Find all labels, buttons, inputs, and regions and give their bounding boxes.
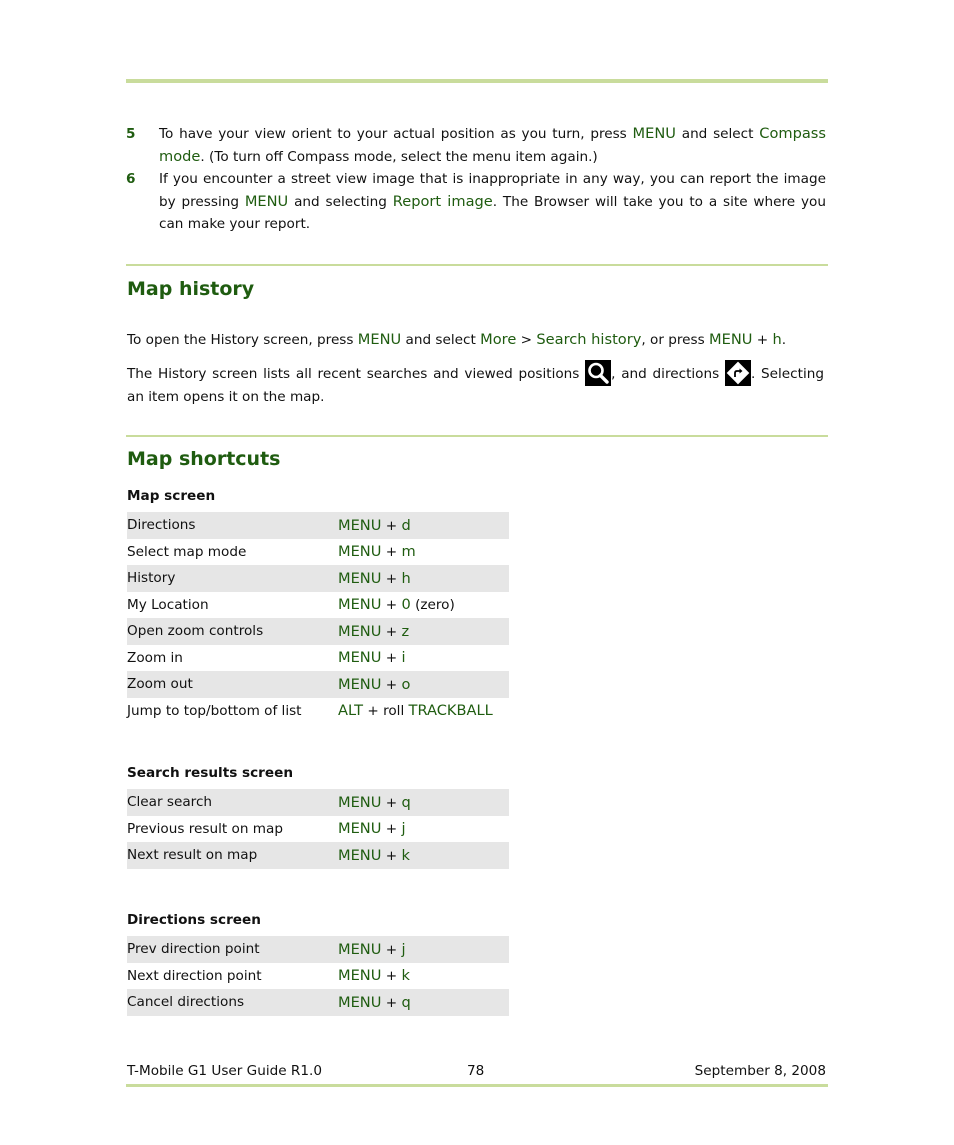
shortcut-keys [338, 676, 509, 693]
text-run: + [381, 941, 402, 958]
table-row [127, 539, 509, 566]
table-row [127, 698, 509, 725]
command-term: MENU [244, 192, 289, 210]
shortcut-keys [338, 702, 509, 719]
command-term: MENU [338, 993, 382, 1011]
page-number: 78 [467, 1063, 485, 1079]
text-run: + [381, 794, 402, 811]
command-term: d [401, 516, 411, 534]
table-row [127, 936, 509, 963]
command-term: MENU [338, 820, 382, 838]
command-term: MENU [338, 940, 382, 958]
shortcut-keys [338, 517, 509, 534]
shortcut-action: Clear search [127, 794, 213, 811]
section-heading-map-shortcuts: Map shortcuts [127, 448, 281, 470]
shortcut-keys [338, 941, 509, 958]
shortcut-table-directions [127, 936, 509, 1016]
command-term: ALT [338, 702, 364, 720]
text-run: + [381, 847, 402, 864]
text-run: + [381, 517, 402, 534]
table-row [127, 789, 509, 816]
shortcut-keys [338, 967, 509, 984]
table-row [127, 963, 509, 990]
command-term: h [772, 331, 782, 348]
shortcut-action: History [127, 570, 176, 587]
command-term: MENU [357, 331, 402, 348]
command-term: Compass mode [159, 125, 826, 165]
command-term: MENU [338, 967, 382, 985]
text-run: + [381, 968, 402, 985]
shortcut-action: Next result on map [127, 847, 258, 864]
section-divider [126, 435, 828, 437]
command-term: q [401, 993, 411, 1011]
text-run: To have your view orient to your actual position as you turn, press [159, 126, 633, 142]
shortcut-action: My Location [127, 596, 209, 613]
table-row [127, 618, 509, 645]
command-term: q [401, 793, 411, 811]
text-run: . [781, 332, 787, 348]
command-term: 0 [401, 596, 411, 614]
subheading-search-results: Search results screen [127, 765, 293, 781]
command-term: z [401, 622, 410, 640]
command-term: MENU [709, 331, 753, 348]
shortcut-action: Directions [127, 517, 196, 534]
text-run: + [381, 544, 402, 561]
text-run: + [381, 676, 402, 693]
command-term: MENU [338, 675, 382, 693]
command-term: MENU [338, 649, 382, 667]
step-number: 6 [126, 171, 136, 187]
command-term: MENU [338, 622, 382, 640]
shortcut-action: Next direction point [127, 967, 262, 984]
text-run: and select [675, 126, 760, 142]
step-6 [126, 168, 826, 236]
step-text [159, 123, 826, 168]
text-run: If you encounter a street view image that is inappropriate in any way, you can report the image by pressing [159, 171, 826, 210]
text-run: (zero) [410, 597, 455, 614]
shortcut-action: Cancel directions [127, 994, 245, 1011]
text-run: > [516, 332, 537, 348]
shortcut-keys [338, 847, 509, 864]
step-number: 5 [126, 126, 136, 142]
table-row [127, 512, 509, 539]
text-run: . The Browser will take you to a site where you can make your report. [159, 193, 826, 232]
command-term: TRACKBALL [408, 702, 493, 720]
command-term: m [401, 543, 416, 561]
step-text [159, 168, 826, 236]
table-row [127, 816, 509, 843]
shortcut-keys [338, 623, 509, 640]
command-term: Report image [392, 192, 493, 210]
magnifier-icon [585, 360, 611, 386]
text-run: + [381, 623, 402, 640]
history-list-paragraph [127, 360, 824, 409]
directions-icon [725, 360, 751, 386]
shortcut-action: Select map mode [127, 543, 247, 560]
table-row [127, 671, 509, 698]
shortcut-action: Previous result on map [127, 820, 284, 837]
section-divider [126, 264, 828, 266]
shortcut-keys [338, 649, 509, 666]
shortcut-action: Jump to top/bottom of list [127, 702, 302, 719]
shortcut-keys [338, 570, 509, 587]
shortcut-keys [338, 820, 509, 837]
text-run: , and directions [611, 366, 725, 382]
command-term: MENU [338, 569, 382, 587]
text-run: + [381, 570, 402, 587]
text-run: . (To turn off Compass mode, select the menu item again.) [200, 148, 598, 165]
text-run: The History screen lists all recent searches and viewed positions [127, 366, 586, 382]
footer-date: September 8, 2008 [694, 1063, 826, 1079]
command-term: MENU [338, 793, 382, 811]
shortcut-action: Zoom in [127, 649, 183, 666]
table-row [127, 645, 509, 672]
command-term: j [401, 940, 406, 958]
top-rule [126, 79, 828, 83]
command-term: k [401, 846, 410, 864]
footer-title: T-Mobile G1 User Guide R1.0 [127, 1063, 322, 1079]
text-run: + [381, 994, 402, 1011]
shortcut-keys [338, 596, 509, 613]
table-row [127, 989, 509, 1016]
text-run: and select [401, 332, 481, 348]
command-term: MENU [338, 596, 382, 614]
command-term: h [401, 569, 411, 587]
text-run: + [381, 821, 402, 838]
text-run: To open the History screen, press [127, 332, 358, 348]
text-run: + [381, 597, 402, 614]
text-run: + [381, 650, 402, 667]
shortcut-keys [338, 543, 509, 560]
shortcut-keys [338, 994, 509, 1011]
command-term: MENU [338, 846, 382, 864]
text-run: + [752, 332, 773, 348]
section-heading-map-history: Map history [127, 278, 255, 300]
subheading-directions-screen: Directions screen [127, 912, 261, 928]
shortcut-keys [338, 794, 509, 811]
table-row [127, 592, 509, 619]
command-term: j [401, 820, 406, 838]
command-term: MENU [338, 543, 382, 561]
text-run: , or press [641, 332, 710, 348]
history-open-paragraph [127, 329, 824, 352]
shortcut-action: Zoom out [127, 676, 193, 693]
shortcut-table-map-screen [127, 512, 509, 724]
shortcut-action: Prev direction point [127, 941, 260, 958]
step-5 [126, 123, 826, 168]
subheading-map-screen: Map screen [127, 488, 216, 504]
table-row [127, 842, 509, 869]
text-run: . Selecting an item opens it on the map. [127, 366, 824, 405]
command-term: MENU [632, 125, 676, 142]
text-run: + roll [363, 703, 409, 720]
command-term: k [401, 967, 410, 985]
text-run: and selecting [288, 193, 393, 210]
table-row [127, 565, 509, 592]
command-term: i [401, 649, 406, 667]
shortcut-action: Open zoom controls [127, 623, 264, 640]
command-term: MENU [338, 516, 382, 534]
command-term: More [480, 331, 517, 348]
bottom-rule [126, 1084, 828, 1087]
shortcut-table-search-results [127, 789, 509, 869]
command-term: Search history [536, 331, 642, 348]
command-term: o [401, 675, 411, 693]
